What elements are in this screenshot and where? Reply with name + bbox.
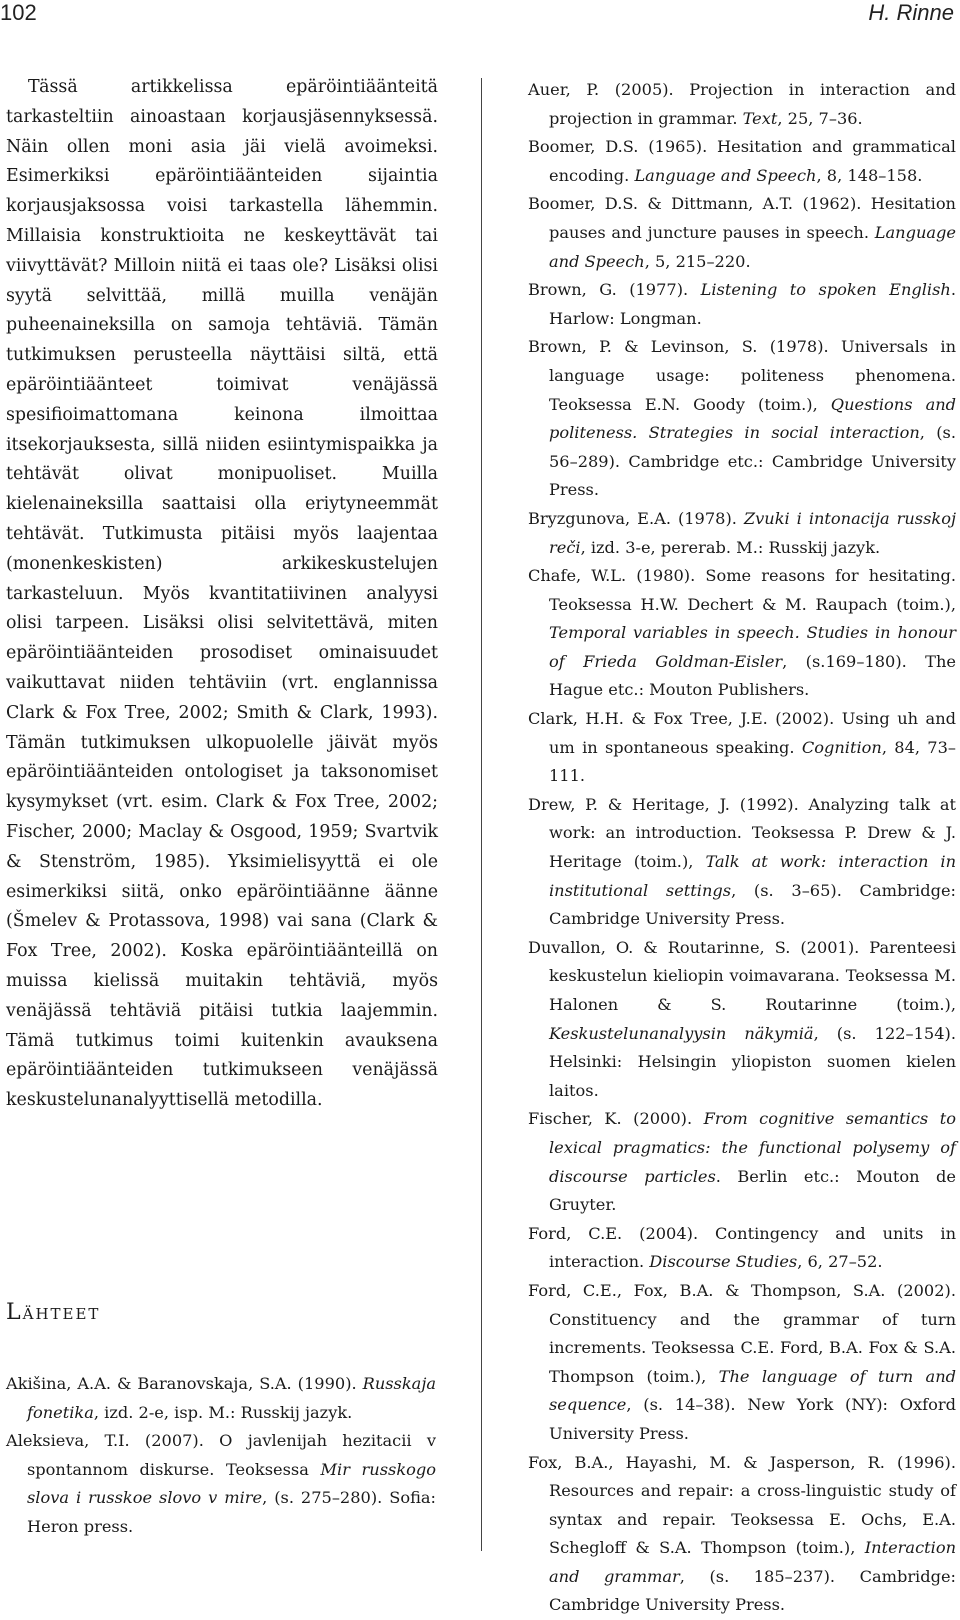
reference-entry: Fox, B.A., Hayashi, M. & Jasperson, R. (1996). Resources and repair: a cross-linguistic study of syntax and repair. Teoksessa E. Ochs, E.A. Schegloff & S.A. Thompson (toim.), Interaction and grammar, (s. 185–237). Cambridge: Cambridge University Press.: [549, 1449, 956, 1620]
reference-list-left: [6, 1370, 436, 1542]
column-divider: [481, 78, 482, 1551]
reference-list-right: [528, 76, 956, 1620]
page-number: 102: [0, 0, 37, 26]
reference-entry: Auer, P. (2005). Projection in interaction and projection in grammar. Text, 25, 7–36.: [549, 76, 956, 133]
reference-entry: Clark, H.H. & Fox Tree, J.E. (2002). Using uh and um in spontaneous speaking. Cognition, 84, 73–111.: [549, 705, 956, 791]
conclusion-paragraph: Tässä artikkelissa epäröintiäänteitä tarkasteltiin ainoastaan korjausjäsennyksessä. Näin ollen moni asia jäi vielä avoimeksi. Esimerkiksi epäröintiäänteiden sijaintia korjausjaksossa voisi tarkastella lähemmin. Millaisia konstruktioita ne keskeyttävät tai viivyttävät? Milloin niitä ei taas ole? Lisäksi olisi syytä selvittää, millä muilla venäjän puheenaineksilla on samoja tehtäviä. Tämän tutkimuksen perusteella näyttäisi siltä, että epäröintiäänteet toimivat venäjässä spesifioimattomana keinona ilmoittaa itsekorjauksesta, sillä niiden esiintymispaikka ja tehtävät olivat monipuoliset. Muilla kielenaineksilla saattaisi olla eriytyneemmät tehtävät. Tutkimusta pitäisi myös laajentaa (monenkeskisten) arkikeskustelujen tarkasteluun. Myös kvantitatiivinen analyysi olisi tarpeen. Lisäksi olisi selvitettävä, miten epäröintiäänteiden prosodiset ominaisuudet vaikuttavat niiden tehtäviin (vrt. englannissa Clark & Fox Tree, 2002; Smith & Clark, 1993). Tämän tutkimuksen ulkopuolelle jäivät myös epäröintiäänteiden ontologiset ja taksonomiset kysymykset (vrt. esim. Clark & Fox Tree, 2002; Fischer, 2000; Maclay & Osgood, 1959; Svartvik & Stenström, 1985). Yksimielisyyttä ei ole esimerkiksi siitä, onko epäröintiäänne äänne (Šmelev & Protassova, 1998) vai sana (Clark & Fox Tree, 2002). Koska epäröintiäänteillä on muissa kielissä muitakin tehtäviä, myös venäjässä tehtäviä pitäisi tutkia laajemmin. Tämä tutkimus toimi kuitenkin avauksena epäröintiäänteiden tutkimukseen venäjässä keskustelunanalyyttisellä metodilla.: [6, 73, 438, 1116]
reference-entry: Brown, G. (1977). Listening to spoken English. Harlow: Longman.: [549, 276, 956, 333]
reference-entry: Duvallon, O. & Routarinne, S. (2001). Parenteesi keskustelun kieliopin voimavarana. Teoksessa M. Halonen & S. Routarinne (toim.), Keskustelunanalyysin näkymiä, (s. 122–154). Helsinki: Helsingin yliopiston suomen kielen laitos.: [549, 934, 956, 1106]
page-header: [0, 0, 960, 32]
reference-entry: Drew, P. & Heritage, J. (1992). Analyzing talk at work: an introduction. Teoksessa P. Drew & J. Heritage (toim.), Talk at work: interaction in institutional settings, (s. 3–65). Cambridge: Cambridge University Press.: [549, 791, 956, 934]
running-head: H. Rinne: [868, 0, 954, 26]
reference-entry: Fischer, K. (2000). From cognitive semantics to lexical pragmatics: the functional polysemy of discourse particles. Berlin etc.: Mouton de Gruyter.: [549, 1105, 956, 1219]
reference-entry: Ford, C.E. (2004). Contingency and units in interaction. Discourse Studies, 6, 27–52.: [549, 1220, 956, 1277]
conclusion-text: [6, 73, 438, 1116]
reference-entry: Boomer, D.S. & Dittmann, A.T. (1962). Hesitation pauses and juncture pauses in speech. Language and Speech, 5, 215–220.: [549, 190, 956, 276]
section-heading-references: Lähteet: [6, 1300, 100, 1325]
reference-entry: Bryzgunova, E.A. (1978). Zvuki i intonacija russkoj reči, izd. 3-e, pererab. M.: Russkij jazyk.: [549, 505, 956, 562]
reference-entry: Brown, P. & Levinson, S. (1978). Universals in language usage: politeness phenomena. Teoksessa E.N. Goody (toim.), Questions and politeness. Strategies in social interaction, (s. 56–289). Cambridge etc.: Cambridge University Press.: [549, 333, 956, 505]
reference-entry: Boomer, D.S. (1965). Hesitation and grammatical encoding. Language and Speech, 8, 148–158.: [549, 133, 956, 190]
reference-entry: Ford, C.E., Fox, B.A. & Thompson, S.A. (2002). Constituency and the grammar of turn increments. Teoksessa C.E. Ford, B.A. Fox & S.A. Thompson (toim.), The language of turn and sequence, (s. 14–38). New York (NY): Oxford University Press.: [549, 1277, 956, 1449]
reference-entry: Aleksieva, T.I. (2007). O javlenijah hezitacii v spontannom diskurse. Teoksessa Mir russkogo slova i russkoe slovo v mire, (s. 275–280). Sofia: Heron press.: [27, 1427, 436, 1541]
reference-entry: Akišina, A.A. & Baranovskaja, S.A. (1990). Russkaja fonetika, izd. 2-e, isp. M.: Russkij jazyk.: [27, 1370, 436, 1427]
reference-entry: Chafe, W.L. (1980). Some reasons for hesitating. Teoksessa H.W. Dechert & M. Raupach (toim.), Temporal variables in speech. Studies in honour of Frieda Goldman-Eisler, (s.169–180). The Hague etc.: Mouton Publishers.: [549, 562, 956, 705]
